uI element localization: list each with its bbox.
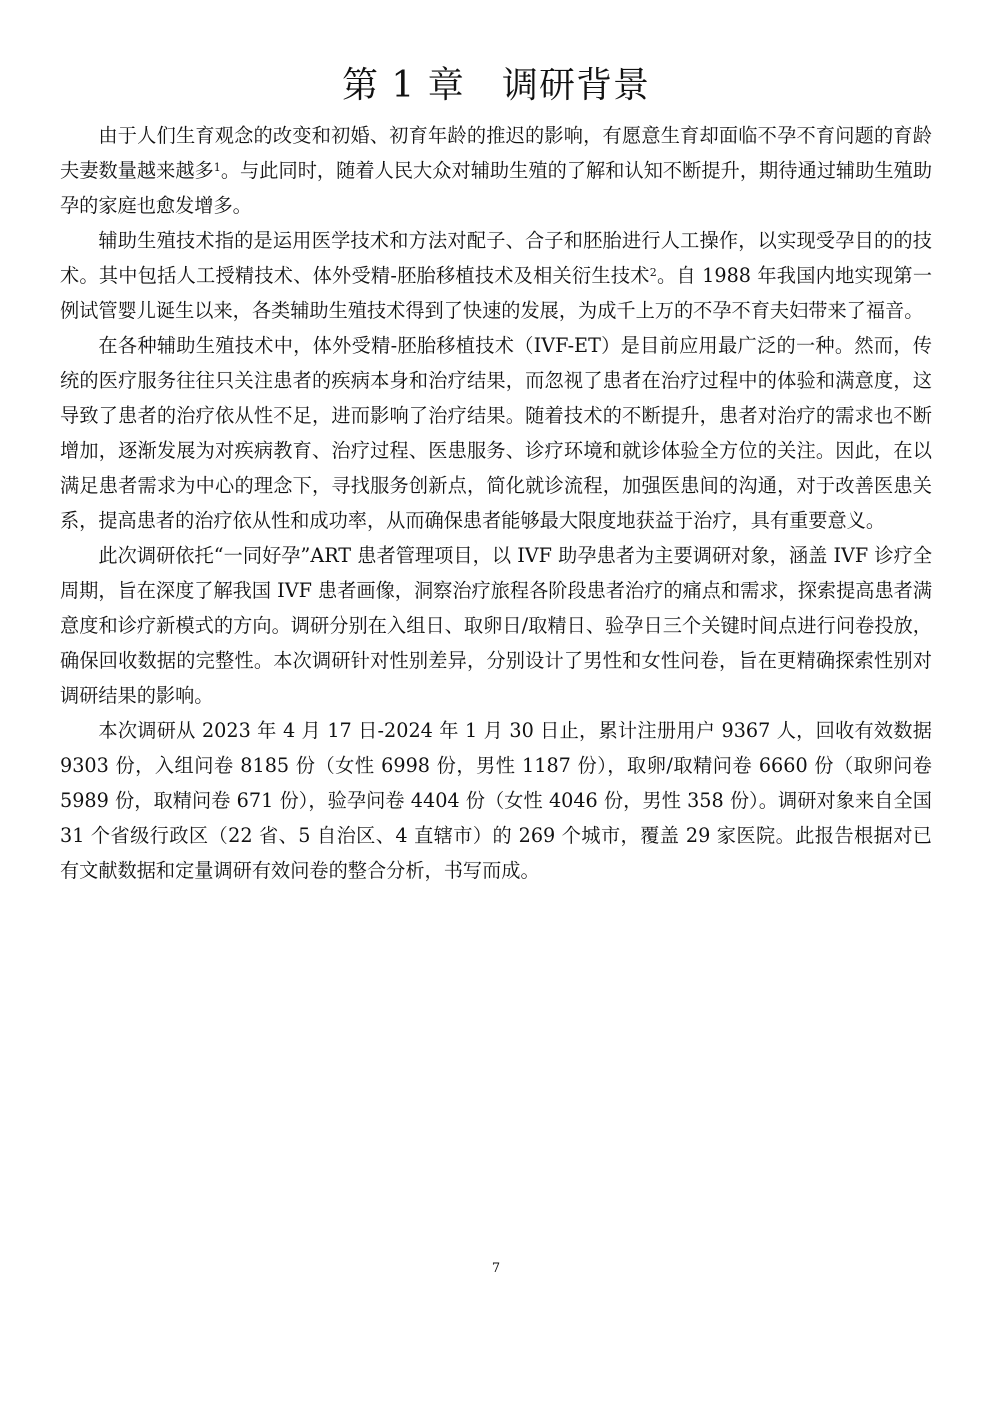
paragraph-1 xyxy=(60,118,932,223)
footnote-ref-2[interactable]: 2 xyxy=(649,266,657,279)
page-number: 7 xyxy=(491,1261,501,1276)
paragraph-5: 本次调研从 2023 年 4 月 17 日-2024 年 1 月 30 日止，累计注册用户 9367 人，回收有效数据 9303 份，入组问卷 8185 份（女性 6998 份，男性 1187 份），取卵/取精问卷 6660 份（取卵问卷 5989 份，取精问卷 671 份），验孕问卷 4404 份（女性 4046 份，男性 358 份）。调研对象来自全国 31 个省级行政区（22 省、5 自治区、4 直辖市）的 269 个城市，覆盖 29 家医院。此报告根据对已有文献数据和定量调研有效问卷的整合分析，书写而成。 xyxy=(60,719,932,882)
paragraph-1-text-cont: 。与此同时，随着人民大众对辅助生殖的了解和认知不断提升，期待通过辅助生殖助孕的家庭也愈发增多。 xyxy=(60,159,933,217)
paragraph-2-text: 辅助生殖技术指的是运用医学技术和方法对配子、合子和胚胎进行人工操作，以实现受孕目的的技术。其中包括人工授精技术、体外受精-胚胎移植技术及相关衍生技术 xyxy=(60,229,932,287)
footnote-ref-1[interactable]: 1 xyxy=(213,161,221,174)
paragraph-4: 此次调研依托“一同好孕”ART 患者管理项目，以 IVF 助孕患者为主要调研对象，涵盖 IVF 诊疗全周期，旨在深度了解我国 IVF 患者画像，洞察治疗旅程各阶段患者治疗的痛点和需求，探索提高患者满意度和诊疗新模式的方向。调研分别在入组日、取卵日/取精日、验孕日三个关键时间点进行问卷投放，确保回收数据的完整性。本次调研针对性别差异，分别设计了男性和女性问卷，旨在更精确探索性别对调研结果的影响。 xyxy=(60,544,933,707)
paragraph-2 xyxy=(60,223,932,328)
paragraph-1-text: 由于人们生育观念的改变和初婚、初育年龄的推迟的影响，有愿意生育却面临不孕不育问题的育龄夫妻数量越来越多 xyxy=(60,124,932,182)
paragraph-2-text-cont: 。自 1988 年我国内地实现第一例试管婴儿诞生以来，各类辅助生殖技术得到了快速的发展，为成千上万的不孕不育夫妇带来了福音。 xyxy=(60,264,932,322)
body-text xyxy=(60,118,932,888)
chapter-title: 第 1 章 调研背景 xyxy=(341,65,651,106)
paragraph-3: 在各种辅助生殖技术中，体外受精-胚胎移植技术（IVF-ET）是目前应用最广泛的一种。然而，传统的医疗服务往往只关注患者的疾病本身和治疗结果，而忽视了患者在治疗过程中的体验和满意度，这导致了患者的治疗依从性不足，进而影响了治疗结果。随着技术的不断提升，患者对治疗的需求也不断增加，逐渐发展为对疾病教育、治疗过程、医患服务、诊疗环境和就诊体验全方位的关注。因此，在以满足患者需求为中心的理念下，寻找服务创新点，简化就诊流程，加强医患间的沟通，对于改善医患关系，提高患者的治疗依从性和成功率，从而确保患者能够最大限度地获益于治疗，具有重要意义。 xyxy=(60,334,932,532)
